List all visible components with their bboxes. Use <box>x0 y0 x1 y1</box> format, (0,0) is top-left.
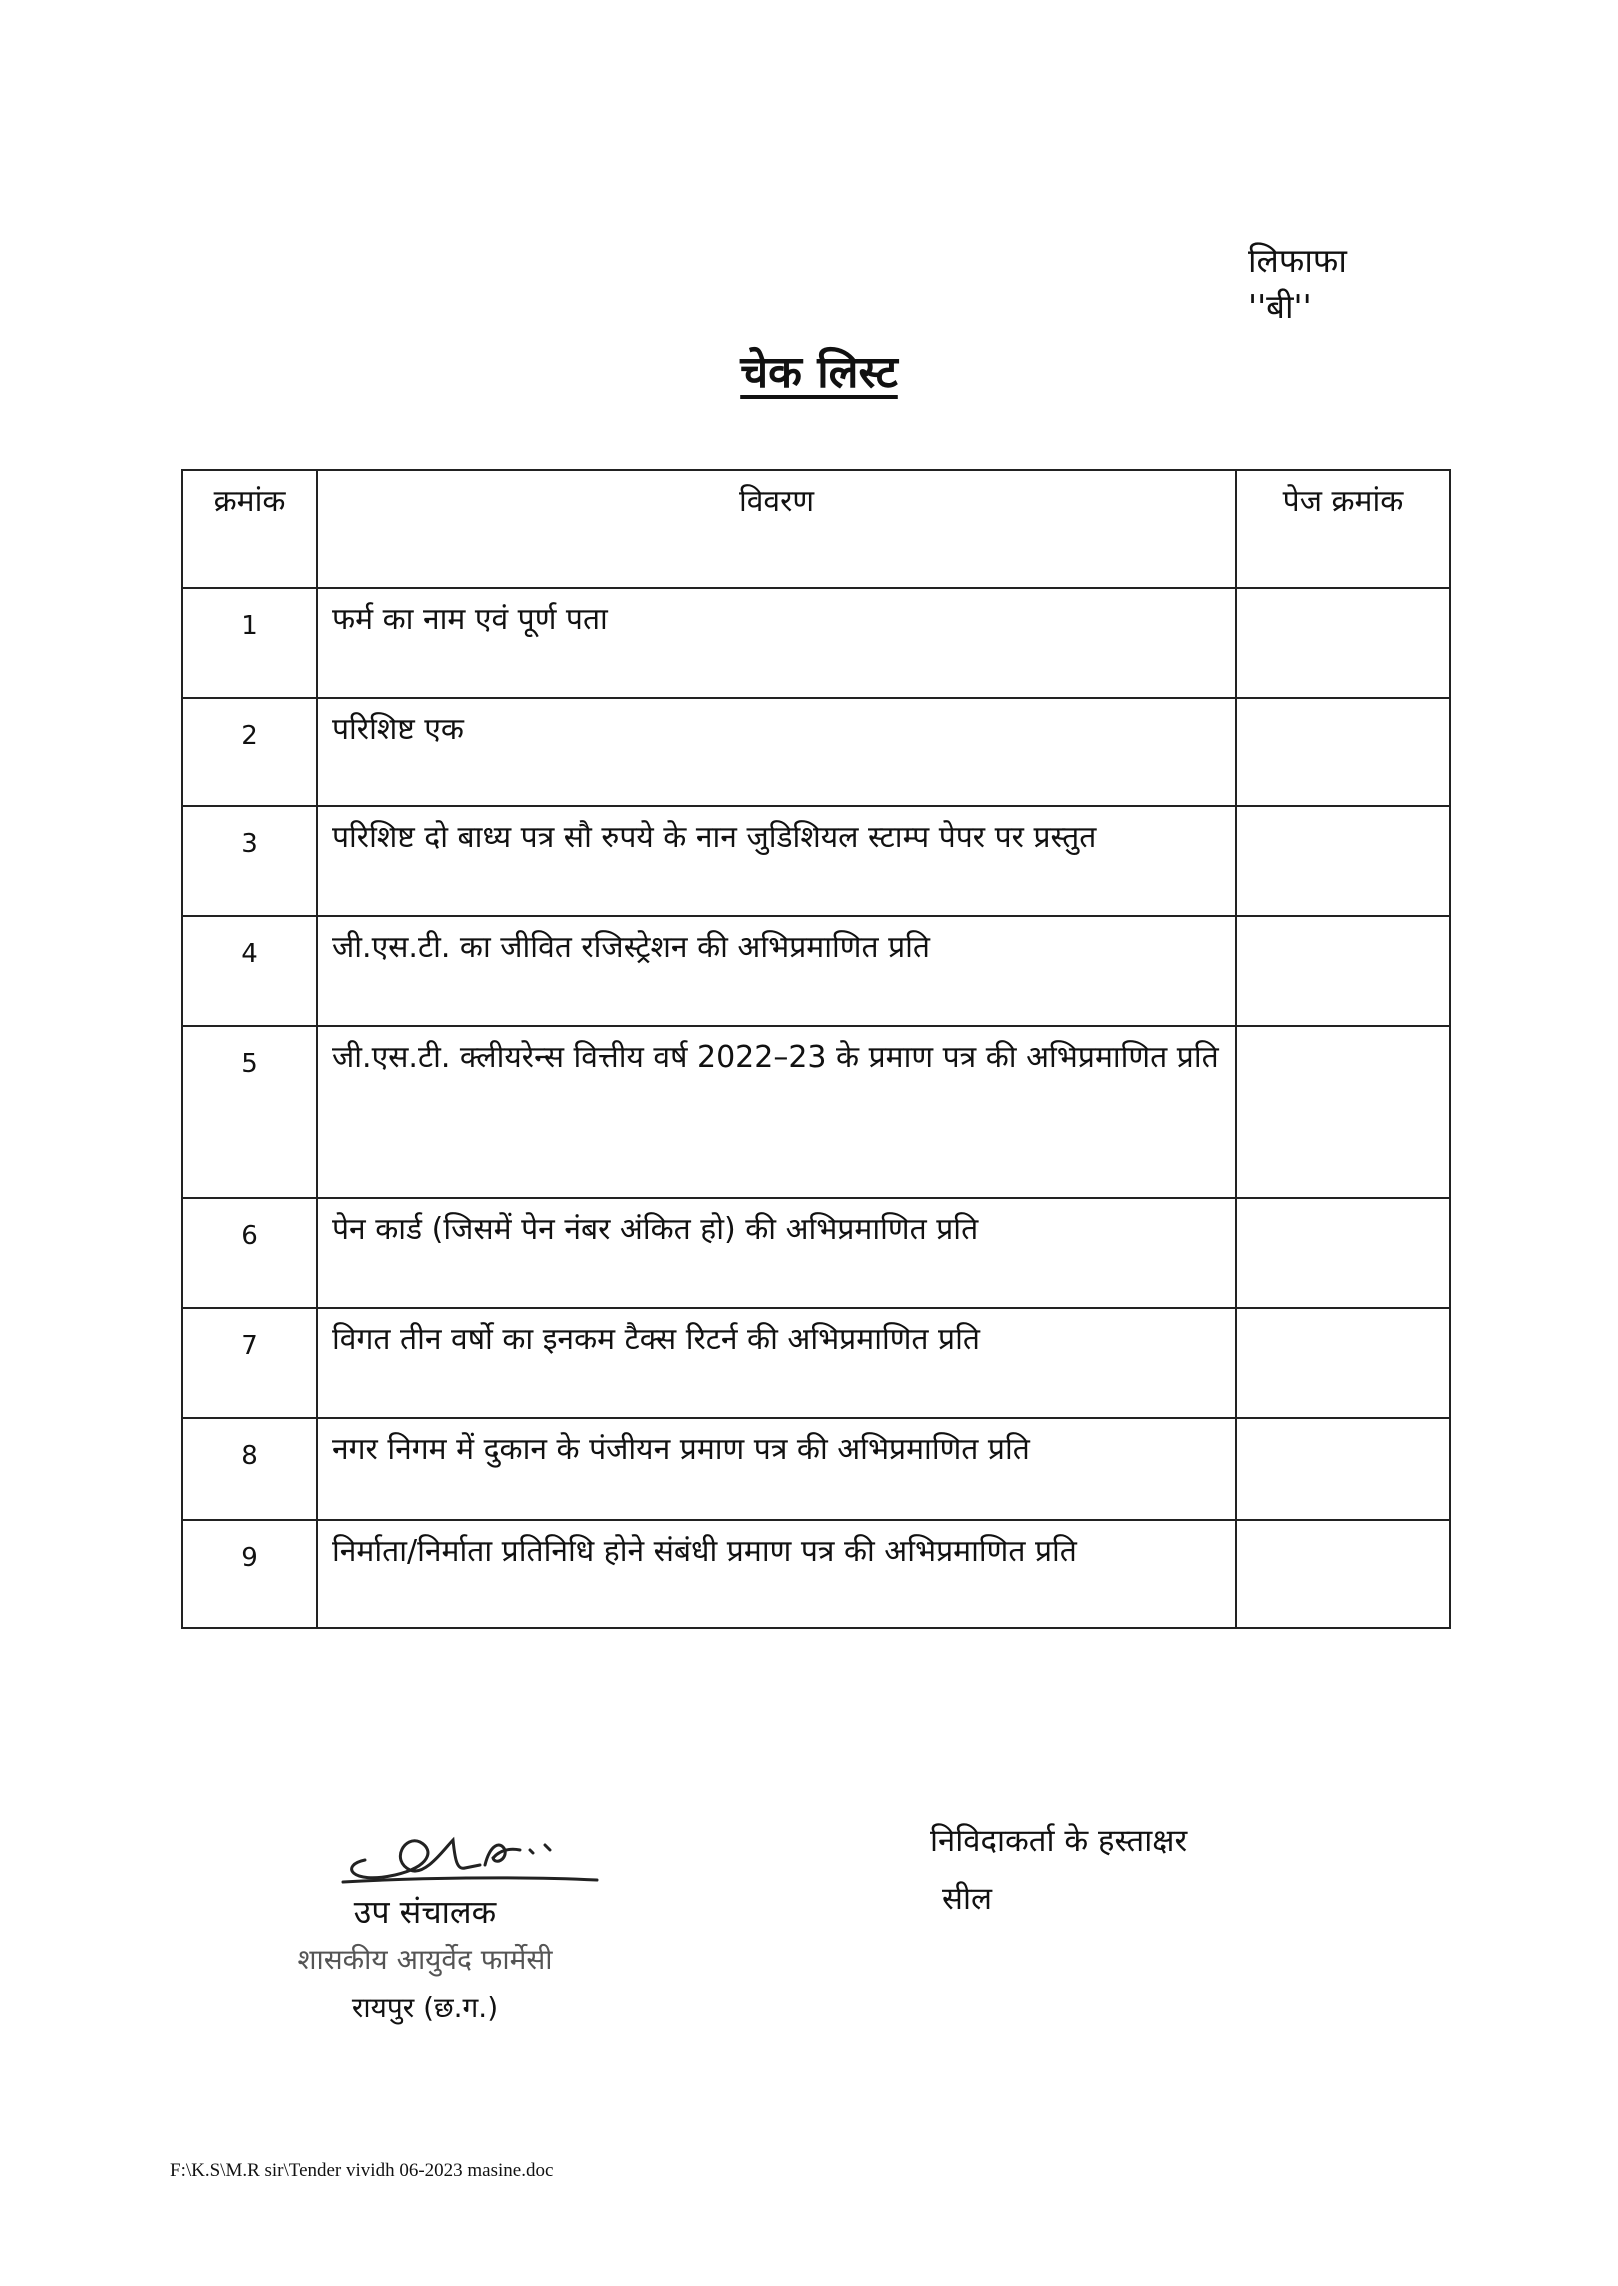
row-page-number <box>1236 1520 1450 1628</box>
column-header-page-number: पेज क्रमांक <box>1236 470 1450 588</box>
row-serial: 1 <box>182 588 317 698</box>
file-path-footer: F:\K.S\M.R sir\Tender vividh 06-2023 masine.doc <box>170 2160 554 2181</box>
column-header-serial: क्रमांक <box>182 470 317 588</box>
table-row <box>182 698 1450 806</box>
row-description: परिशिष्ट एक <box>317 698 1236 806</box>
table-row <box>182 1026 1450 1198</box>
page-title: चेक लिस्ट <box>740 347 898 398</box>
row-serial: 2 <box>182 698 317 806</box>
row-description: जी.एस.टी. क्लीयरेन्स वित्तीय वर्ष 2022–23 के प्रमाण पत्र की अभिप्रमाणित प्रति <box>317 1026 1236 1198</box>
bidder-signature-label: निविदाकर्ता के हस्ताक्षर <box>930 1823 1188 1859</box>
row-serial: 4 <box>182 916 317 1026</box>
row-serial: 8 <box>182 1418 317 1520</box>
row-description: निर्माता/निर्माता प्रतिनिधि होने संबंधी प्रमाण पत्र की अभिप्रमाणित प्रति <box>317 1520 1236 1628</box>
table-row <box>182 1308 1450 1418</box>
row-page-number <box>1236 1198 1450 1308</box>
row-page-number <box>1236 698 1450 806</box>
table-row <box>182 588 1450 698</box>
row-page-number <box>1236 1418 1450 1520</box>
row-page-number <box>1236 588 1450 698</box>
table-row <box>182 1418 1450 1520</box>
signatory-designation: उप संचालक <box>353 1893 497 1931</box>
row-page-number <box>1236 1026 1450 1198</box>
column-header-description: विवरण <box>317 470 1236 588</box>
row-serial: 7 <box>182 1308 317 1418</box>
signatory-place: रायपुर (छ.ग.) <box>351 1991 499 2024</box>
checklist-table <box>181 469 1451 1629</box>
table-header-row <box>182 470 1450 588</box>
row-description: नगर निगम में दुकान के पंजीयन प्रमाण पत्र की अभिप्रमाणित प्रति <box>317 1418 1236 1520</box>
row-description: जी.एस.टी. का जीवित रजिस्ट्रेशन की अभिप्रमाणित प्रति <box>317 916 1236 1026</box>
row-serial: 5 <box>182 1026 317 1198</box>
row-description: परिशिष्ट दो बाध्य पत्र सौ रुपये के नान जुडिशियल स्टाम्प पेपर पर प्रस्तुत <box>317 806 1236 916</box>
table-row <box>182 1520 1450 1628</box>
row-page-number <box>1236 1308 1450 1418</box>
row-description: फर्म का नाम एवं पूर्ण पता <box>317 588 1236 698</box>
table-row <box>182 806 1450 916</box>
handwritten-signature <box>335 1820 605 1890</box>
row-description: पेन कार्ड (जिसमें पेन नंबर अंकित हो) की अभिप्रमाणित प्रति <box>317 1198 1236 1308</box>
row-page-number <box>1236 806 1450 916</box>
envelope-label <box>1248 238 1347 330</box>
table-row <box>182 1198 1450 1308</box>
table-row <box>182 916 1450 1026</box>
envelope-label-line2: ''बी'' <box>1248 287 1312 326</box>
bidder-seal-label: सील <box>942 1881 993 1917</box>
row-serial: 6 <box>182 1198 317 1308</box>
row-serial: 3 <box>182 806 317 916</box>
bidder-signature-block <box>930 1812 1187 1928</box>
row-description: विगत तीन वर्षो का इनकम टैक्स रिटर्न की अभिप्रमाणित प्रति <box>317 1308 1236 1418</box>
envelope-label-line1: लिफाफा <box>1248 241 1347 280</box>
official-signature-block <box>245 1820 605 2032</box>
signatory-office: शासकीय आयुर्वेद फार्मेसी <box>297 1943 553 1976</box>
row-serial: 9 <box>182 1520 317 1628</box>
row-page-number <box>1236 916 1450 1026</box>
